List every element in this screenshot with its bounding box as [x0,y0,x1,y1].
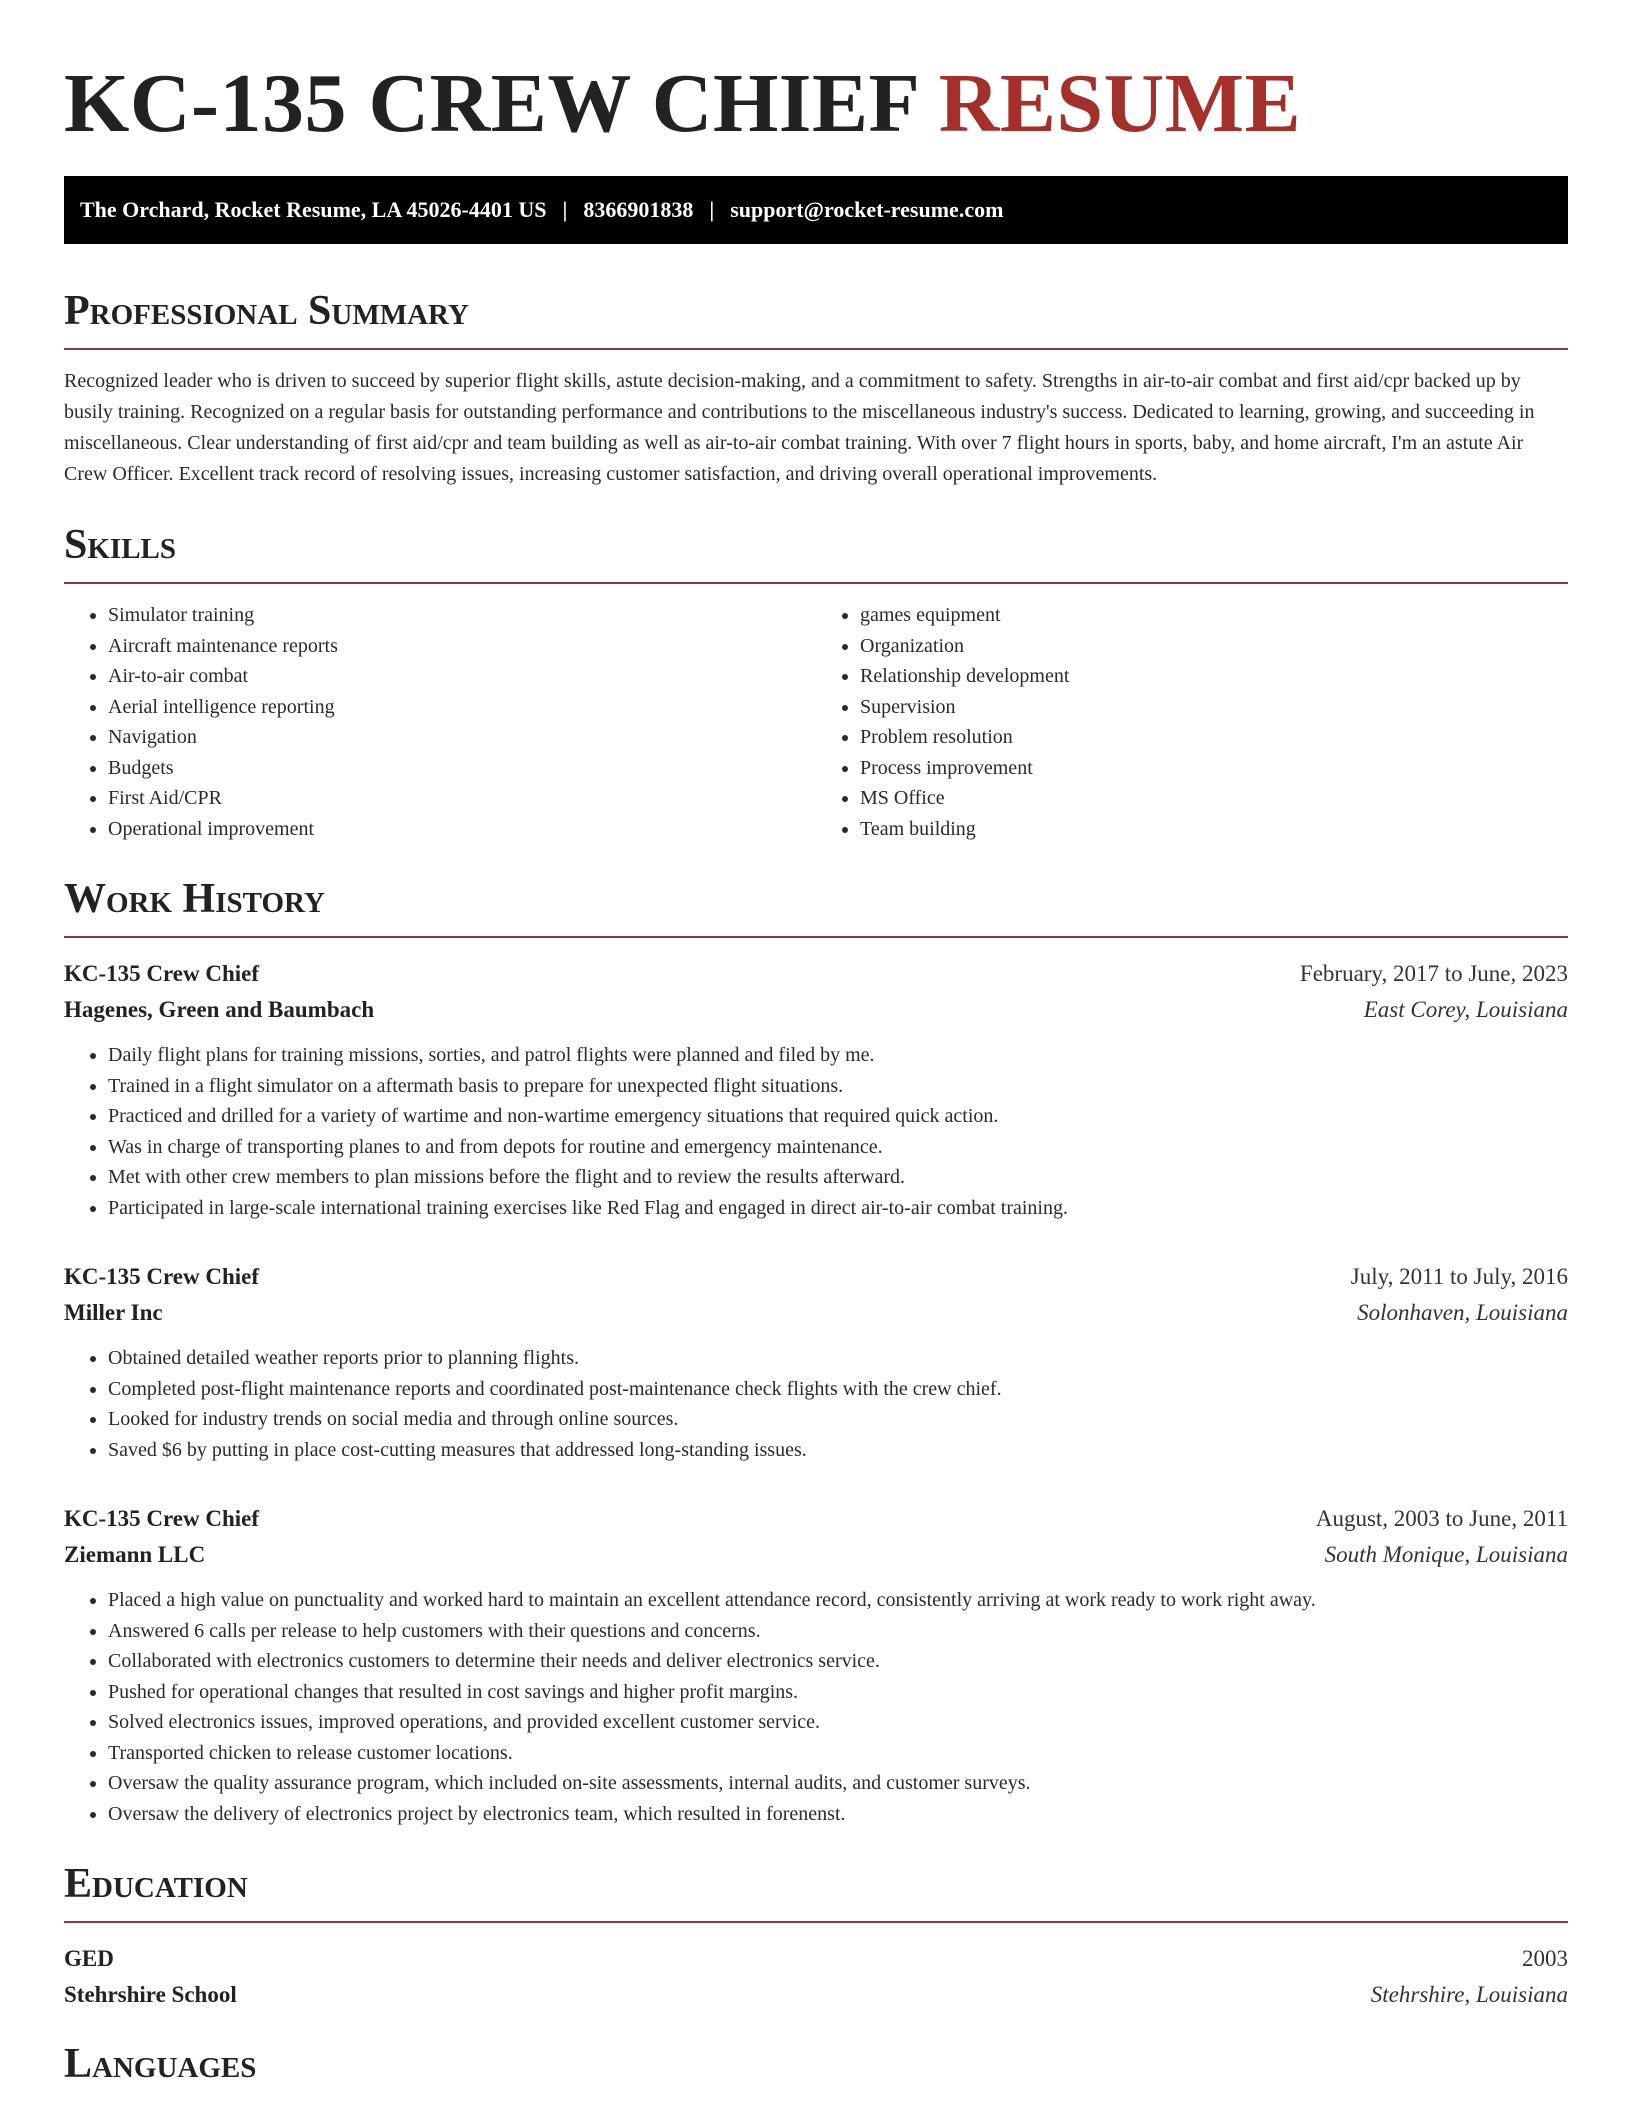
job-header-row [64,1501,1568,1537]
job-location: Solonhaven, Louisiana [1357,1300,1568,1325]
job-title: KC-135 Crew Chief [64,961,260,986]
title-main: KC-135 CREW CHIEF [64,57,918,150]
job-entry [64,1259,1568,1465]
skill-item: • Operational improvement [108,814,816,845]
languages-heading: Languages [64,2041,257,2087]
contact-phone: 8366901838 [583,197,694,222]
job-entry [64,956,1568,1223]
skill-item: • Organization [860,631,1568,662]
skill-item: • Aerial intelligence reporting [108,692,816,723]
job-dates: August, 2003 to June, 2011 [1315,1506,1568,1531]
skills-section [64,520,1568,844]
duty-item: • Transported chicken to release customer locations. [108,1738,1568,1769]
job-company-row [64,1537,1568,1573]
section-divider [64,936,1568,938]
section-divider [64,582,1568,584]
duty-item: • Oversaw the delivery of electronics project by electronics team, which resulted in forenenst. [108,1799,1568,1830]
contact-separator: | [709,197,715,222]
job-location: South Monique, Louisiana [1324,1542,1568,1567]
job-duties [64,1343,1568,1465]
resume-title [64,0,1568,152]
skills-column-left [64,600,816,844]
skill-item: • Aircraft maintenance reports [108,631,816,662]
skill-item: • First Aid/CPR [108,783,816,814]
job-company-row [64,1295,1568,1331]
duty-item: • Solved electronics issues, improved operations, and provided excellent customer service. [108,1707,1568,1738]
contact-bar [64,176,1568,244]
education-header-row [64,1941,1568,1977]
skill-item: • Team building [860,814,1568,845]
work-history-section [64,874,1568,1829]
job-company-row [64,992,1568,1028]
section-divider [64,1921,1568,1923]
duty-item: • Looked for industry trends on social media and through online sources. [108,1404,1568,1435]
languages-section [64,2039,1568,2089]
job-dates: July, 2011 to July, 2016 [1350,1264,1568,1289]
skill-item: • Budgets [108,753,816,784]
duty-item: • Placed a high value on punctuality and worked hard to maintain an excellent attendance record, consistently arriving at work ready to work right away. [108,1585,1568,1616]
duty-item: • Obtained detailed weather reports prior to planning flights. [108,1343,1568,1374]
work-history-heading: Work History [64,876,325,922]
education-year: 2003 [1522,1946,1568,1971]
job-company: Hagenes, Green and Baumbach [64,997,375,1022]
contact-separator: | [562,197,568,222]
duty-item: • Practiced and drilled for a variety of wartime and non-wartime emergency situations that required quick action. [108,1101,1568,1132]
education-section [64,1859,1568,2013]
skill-item: • MS Office [860,783,1568,814]
skill-item: • Relationship development [860,661,1568,692]
education-entry [64,1941,1568,2013]
section-divider [64,348,1568,350]
job-entry [64,1501,1568,1829]
education-school: Stehrshire School [64,1982,237,2007]
duty-item: • Pushed for operational changes that resulted in cost savings and higher profit margins. [108,1677,1568,1708]
skills-heading: Skills [64,522,177,568]
skills-column-right [816,600,1568,844]
education-school-row [64,1977,1568,2013]
skill-item: • Problem resolution [860,722,1568,753]
duty-item: • Saved $6 by putting in place cost-cutting measures that addressed long-standing issues. [108,1435,1568,1466]
duty-item: • Collaborated with electronics customers to determine their needs and deliver electronics service. [108,1646,1568,1677]
education-degree: GED [64,1946,114,1971]
skill-item: • Simulator training [108,600,816,631]
skill-item: • Process improvement [860,753,1568,784]
duty-item: • Met with other crew members to plan missions before the flight and to review the results afterward. [108,1162,1568,1193]
job-location: East Corey, Louisiana [1363,997,1568,1022]
contact-address: The Orchard, Rocket Resume, LA 45026-4401 US [80,197,547,222]
contact-email: support@rocket-resume.com [730,197,1004,222]
duty-item: • Oversaw the quality assurance program, which included on-site assessments, internal audits, and customer surveys. [108,1768,1568,1799]
skill-item: • Supervision [860,692,1568,723]
job-title: KC-135 Crew Chief [64,1506,260,1531]
job-title: KC-135 Crew Chief [64,1264,260,1289]
skill-item: • Air-to-air combat [108,661,816,692]
skill-item: • games equipment [860,600,1568,631]
job-dates: February, 2017 to June, 2023 [1299,961,1568,986]
job-header-row [64,1259,1568,1295]
job-duties [64,1040,1568,1223]
title-accent: RESUME [938,57,1302,150]
duty-item: • Was in charge of transporting planes to and from depots for routine and emergency maintenance. [108,1132,1568,1163]
skills-grid [64,600,1568,844]
job-company: Miller Inc [64,1300,163,1325]
duty-item: • Answered 6 calls per release to help customers with their questions and concerns. [108,1616,1568,1647]
summary-text: Recognized leader who is driven to succeed by superior flight skills, astute decision-making, and a commitment to safety. Strengths in air-to-air combat and first aid/cpr backed up by busily training. Recognized on a regular basis for outstanding performance and contributions to the miscellaneous industry's success. Dedicated to learning, growing, and succeeding in miscellaneous. Clear understanding of first aid/cpr and team building as well as air-to-air combat training. With over 7 flight hours in sports, baby, and home aircraft, I'm an astute Air Crew Officer. Excellent track record of resolving issues, increasing customer satisfaction, and driving overall operational improvements. [64,370,1535,485]
job-header-row [64,956,1568,992]
skill-item: • Navigation [108,722,816,753]
job-company: Ziemann LLC [64,1542,206,1567]
summary-heading: Professional Summary [64,288,469,334]
duty-item: • Completed post-flight maintenance reports and coordinated post-maintenance check flights with the crew chief. [108,1374,1568,1405]
duty-item: • Trained in a flight simulator on a aftermath basis to prepare for unexpected flight situations. [108,1071,1568,1102]
job-duties [64,1585,1568,1829]
duty-item: • Participated in large-scale international training exercises like Red Flag and engaged in direct air-to-air combat training. [108,1193,1568,1224]
education-location: Stehrshire, Louisiana [1370,1982,1568,2007]
duty-item: • Daily flight plans for training missions, sorties, and patrol flights were planned and filed by me. [108,1040,1568,1071]
education-heading: Education [64,1861,248,1907]
summary-section [64,286,1568,490]
